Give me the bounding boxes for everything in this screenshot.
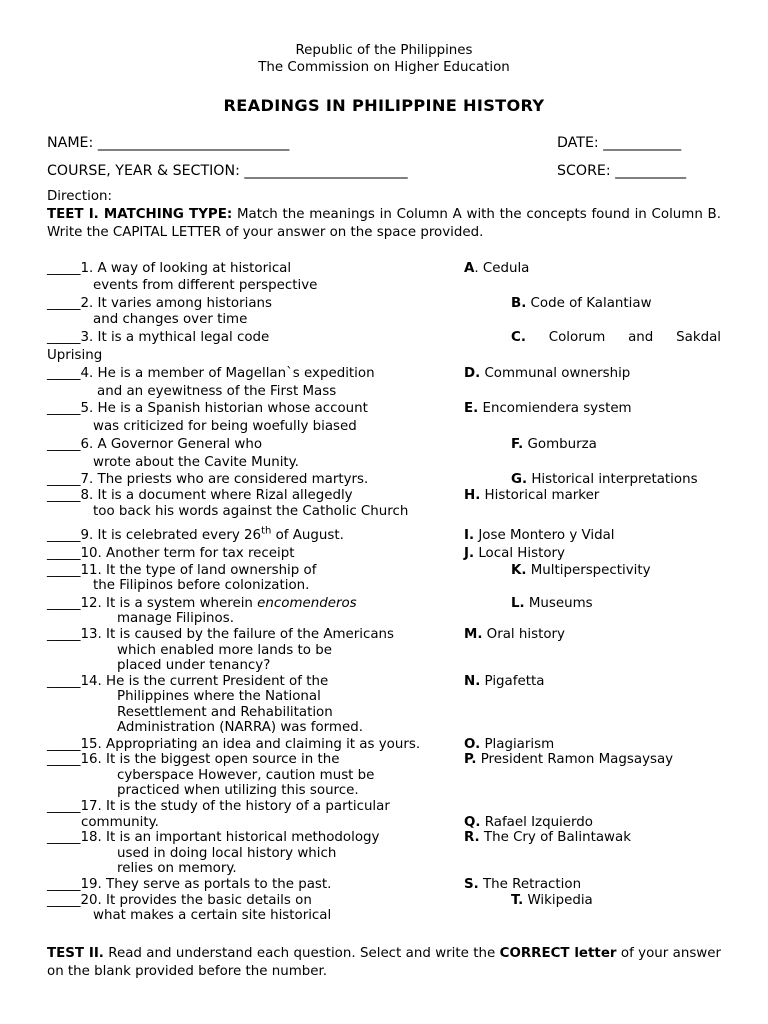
republic-line: Republic of the Philippines: [295, 43, 473, 58]
option-p: P. President Ramon Magsaysay: [464, 752, 674, 767]
question-5: _____5. He is a Spanish historian whose account: [47, 401, 368, 416]
question-17: _____17. It is the study of the history of a particular: [47, 799, 390, 814]
question-8-cont: too back his words against the Catholic Church: [93, 504, 409, 519]
option-d: D. Communal ownership: [464, 366, 631, 381]
question-12-cont: manage Filipinos.: [117, 611, 234, 626]
score-field[interactable]: SCORE: __________: [557, 163, 687, 179]
test2-instructions: TEST II. Read and understand each question. Select and write the CORRECT letter of your answer on the blank provided before the number.: [47, 946, 722, 979]
option-c: C. Colorum and Sakdal: [511, 330, 721, 345]
question-17-cont: community.: [81, 815, 159, 830]
question-16: _____16. It is the biggest open source in the: [47, 752, 340, 767]
question-4: _____4. He is a member of Magellan`s expedition: [47, 366, 375, 381]
question-13-cont: which enabled more lands to be: [117, 643, 332, 658]
test1-heading: TEET I. MATCHING TYPE:: [47, 207, 233, 222]
question-11-cont: the Filipinos before colonization.: [93, 578, 310, 593]
document-title: READINGS IN PHILIPPINE HISTORY: [223, 96, 545, 115]
question-14: _____14. He is the current President of the: [47, 674, 329, 689]
option-n: N. Pigafetta: [464, 674, 545, 689]
date-field[interactable]: DATE: ___________: [557, 135, 682, 151]
question-1-cont: events from different perspective: [93, 278, 318, 293]
question-11: _____11. It the type of land ownership of: [47, 563, 317, 578]
option-h: H. Historical marker: [464, 488, 600, 503]
test1-instructions: [47, 206, 721, 242]
question-6: _____6. A Governor General who: [47, 437, 263, 452]
question-1: _____1. A way of looking at historical: [47, 261, 292, 276]
question-18-cont: used in doing local history which: [117, 846, 337, 861]
question-4-cont: and an eyewitness of the First Mass: [97, 384, 337, 399]
option-k: K. Multiperspectivity: [511, 563, 651, 578]
option-j: J. Local History: [464, 546, 565, 561]
option-r: R. The Cry of Balintawak: [464, 830, 631, 845]
question-14-cont3: Administration (NARRA) was formed.: [117, 720, 363, 735]
question-2: _____2. It varies among historians: [47, 296, 272, 311]
question-2-cont: and changes over time: [93, 312, 248, 327]
question-10: _____10. Another term for tax receipt: [47, 546, 295, 561]
option-g: G. Historical interpretations: [511, 472, 698, 487]
option-t: T. Wikipedia: [511, 893, 593, 908]
question-18-cont2: relies on memory.: [117, 861, 237, 876]
direction-label: Direction:: [47, 189, 113, 204]
course-year-section-field[interactable]: COURSE, YEAR & SECTION: _______________________: [47, 163, 408, 179]
question-3: _____3. It is a mythical legal code: [47, 330, 270, 345]
question-15: _____15. Appropriating an idea and claiming it as yours.: [47, 737, 421, 752]
question-18: _____18. It is an important historical methodology: [47, 830, 380, 845]
question-9: _____9. It is celebrated every 26th of August.: [47, 525, 344, 543]
option-m: M. Oral history: [464, 627, 565, 642]
question-5-cont: was criticized for being woefully biased: [93, 419, 357, 434]
question-13: _____13. It is caused by the failure of the Americans: [47, 627, 395, 642]
question-6-cont: wrote about the Cavite Munity.: [93, 455, 299, 470]
option-b: B. Code of Kalantiaw: [511, 296, 652, 311]
option-f: F. Gomburza: [511, 437, 597, 452]
option-c-cont: Uprising: [47, 348, 103, 363]
question-14-cont: Philippines where the National: [117, 689, 321, 704]
option-a: A. Cedula: [464, 261, 530, 276]
question-14-cont2: Resettlement and Rehabilitation: [117, 705, 333, 720]
question-8: _____8. It is a document where Rizal allegedly: [47, 488, 353, 503]
question-13-cont2: placed under tenancy?: [117, 658, 271, 673]
option-s: S. The Retraction: [464, 877, 582, 892]
option-o: O. Plagiarism: [464, 737, 555, 752]
question-12: _____12. It is a system wherein encomenderos: [47, 596, 357, 611]
test2-heading: TEST II.: [47, 946, 104, 961]
question-19: _____19. They serve as portals to the past.: [47, 877, 332, 892]
test1-instruction-text: Match the meanings in Column A with the concepts found in Column B. Write the CAPITAL LETTER of your answer on the space provided.: [47, 207, 721, 240]
option-e: E. Encomiendera system: [464, 401, 632, 416]
option-l: L. Museums: [511, 596, 593, 611]
option-i: I. Jose Montero y Vidal: [464, 528, 615, 543]
option-q: Q. Rafael Izquierdo: [464, 815, 593, 830]
question-20-cont: what makes a certain site historical: [93, 908, 332, 923]
question-16-cont: cyberspace However, caution must be: [117, 768, 375, 783]
question-7: _____7. The priests who are considered martyrs.: [47, 472, 369, 487]
name-field[interactable]: NAME: ___________________________: [47, 135, 290, 151]
question-20: _____20. It provides the basic details on: [47, 893, 312, 908]
question-16-cont2: practiced when utilizing this source.: [117, 783, 359, 798]
commission-line: The Commission on Higher Education: [258, 60, 510, 75]
